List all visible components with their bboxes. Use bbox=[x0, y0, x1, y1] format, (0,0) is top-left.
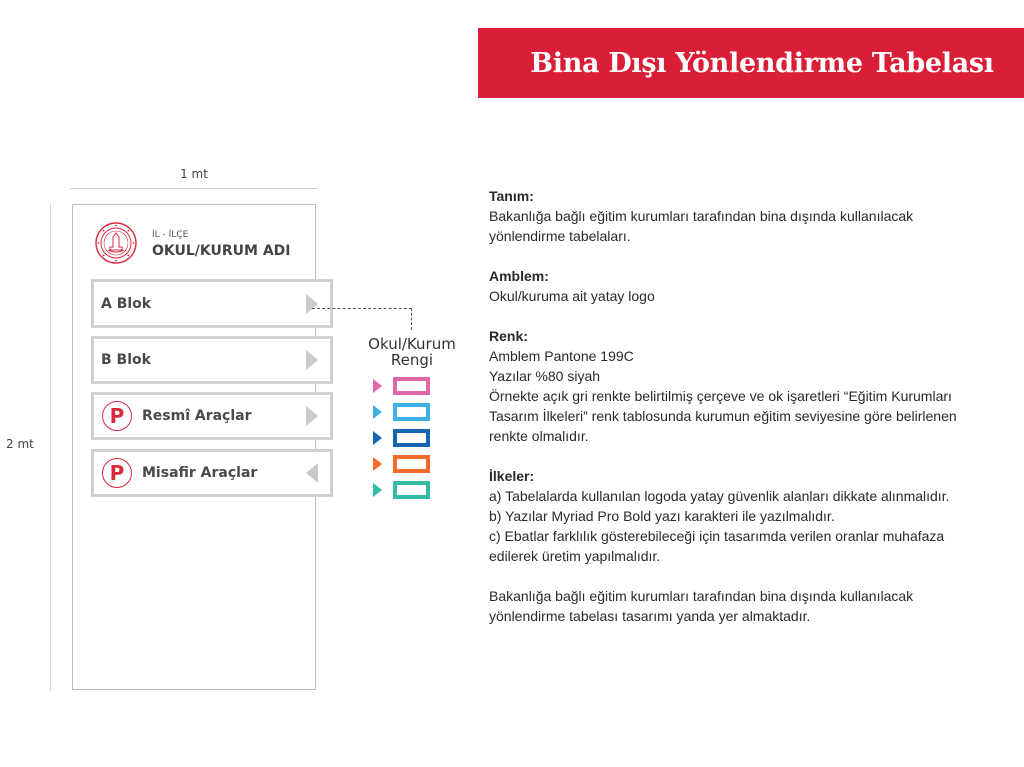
section-definition bbox=[489, 186, 989, 246]
callout-line-horizontal bbox=[312, 308, 412, 309]
arrow-left-icon bbox=[306, 463, 318, 483]
color-legend-caption bbox=[352, 336, 472, 368]
width-dimension-label: 1 mt bbox=[180, 167, 208, 181]
section-text: Bakanlığa bağlı eğitim kurumları tarafından bina dışında kullanılacak yönlendirme tabelası tasarımı yanda yer almaktadır. bbox=[489, 588, 914, 624]
section-heading: Amblem: bbox=[489, 268, 549, 284]
section-text: Yazılar %80 siyah bbox=[489, 368, 601, 384]
color-swatch-pink bbox=[373, 377, 433, 395]
caption-line-1: Okul/Kurum bbox=[368, 335, 456, 353]
arrow-right-icon bbox=[306, 350, 318, 370]
section-principles bbox=[489, 466, 989, 566]
section-text: c) Ebatlar farklılık gösterebileceği için tasarımda verilen oranlar muhafaza edilerek üretim yapılmalıdır. bbox=[489, 528, 945, 564]
sign-row-a-blok bbox=[91, 279, 333, 328]
page-title: Bina Dışı Yönlendirme Tabelası bbox=[530, 47, 994, 79]
section-text: Bakanlığa bağlı eğitim kurumları tarafından bina dışında kullanılacak yönlendirme tabelaları. bbox=[489, 208, 914, 244]
frame-swatch bbox=[393, 481, 430, 499]
height-dimension-line bbox=[50, 204, 51, 691]
color-swatch-dark-blue bbox=[373, 429, 433, 447]
section-heading: Renk: bbox=[489, 328, 528, 344]
frame-swatch bbox=[393, 455, 430, 473]
ministry-emblem-icon bbox=[95, 222, 137, 264]
section-summary bbox=[489, 586, 989, 626]
caption-line-2: Rengi bbox=[390, 351, 434, 369]
sign-outline bbox=[72, 204, 316, 690]
title-banner bbox=[478, 28, 1024, 98]
section-heading: İlkeler: bbox=[489, 468, 535, 484]
arrow-right-icon bbox=[306, 406, 318, 426]
section-emblem bbox=[489, 266, 989, 306]
arrow-swatch-icon bbox=[373, 379, 382, 393]
width-dimension-line bbox=[70, 188, 318, 189]
sign-row-b-blok bbox=[91, 336, 333, 384]
section-text: Amblem Pantone 199C bbox=[489, 348, 634, 364]
sign-row-guest-vehicles bbox=[91, 449, 333, 497]
section-text: a) Tabelalarda kullanılan logoda yatay güvenlik alanları dikkate alınmalıdır. bbox=[489, 488, 950, 504]
frame-swatch bbox=[393, 403, 430, 421]
row-label: Misafir Araçlar bbox=[142, 465, 258, 481]
height-dimension-label: 2 mt bbox=[6, 437, 34, 451]
frame-swatch bbox=[393, 377, 430, 395]
sign-row-official-vehicles bbox=[91, 392, 333, 440]
arrow-swatch-icon bbox=[373, 405, 382, 419]
color-swatch-light-blue bbox=[373, 403, 433, 421]
arrow-right-icon bbox=[306, 294, 318, 314]
parking-icon: P bbox=[102, 401, 132, 431]
section-text: b) Yazılar Myriad Pro Bold yazı karakteri ile yazılmalıdır. bbox=[489, 508, 835, 524]
province-district-label: İL - İLÇE bbox=[152, 230, 189, 240]
parking-icon: P bbox=[102, 458, 132, 488]
callout-line-vertical bbox=[411, 308, 412, 330]
color-swatch-orange bbox=[373, 455, 433, 473]
section-color bbox=[489, 326, 989, 446]
section-text: Örnekte açık gri renkte belirtilmiş çerçeve ve ok işaretleri “Eğitim Kurumları Tasarım İlkeleri” renk tablosunda kurumun eğitim seviyesine göre belirlenen renkte olmalıdır. bbox=[489, 388, 957, 444]
arrow-swatch-icon bbox=[373, 457, 382, 471]
section-heading: Tanım: bbox=[489, 188, 534, 204]
row-label: A Blok bbox=[101, 295, 152, 312]
arrow-swatch-icon bbox=[373, 483, 382, 497]
frame-swatch bbox=[393, 429, 430, 447]
row-label: B Blok bbox=[101, 352, 151, 368]
arrow-swatch-icon bbox=[373, 431, 382, 445]
row-label: Resmî Araçlar bbox=[142, 408, 252, 424]
institution-name: OKUL/KURUM ADI bbox=[152, 243, 291, 259]
section-text: Okul/kuruma ait yatay logo bbox=[489, 288, 655, 304]
description-panel bbox=[489, 186, 989, 646]
color-swatch-teal bbox=[373, 481, 433, 499]
